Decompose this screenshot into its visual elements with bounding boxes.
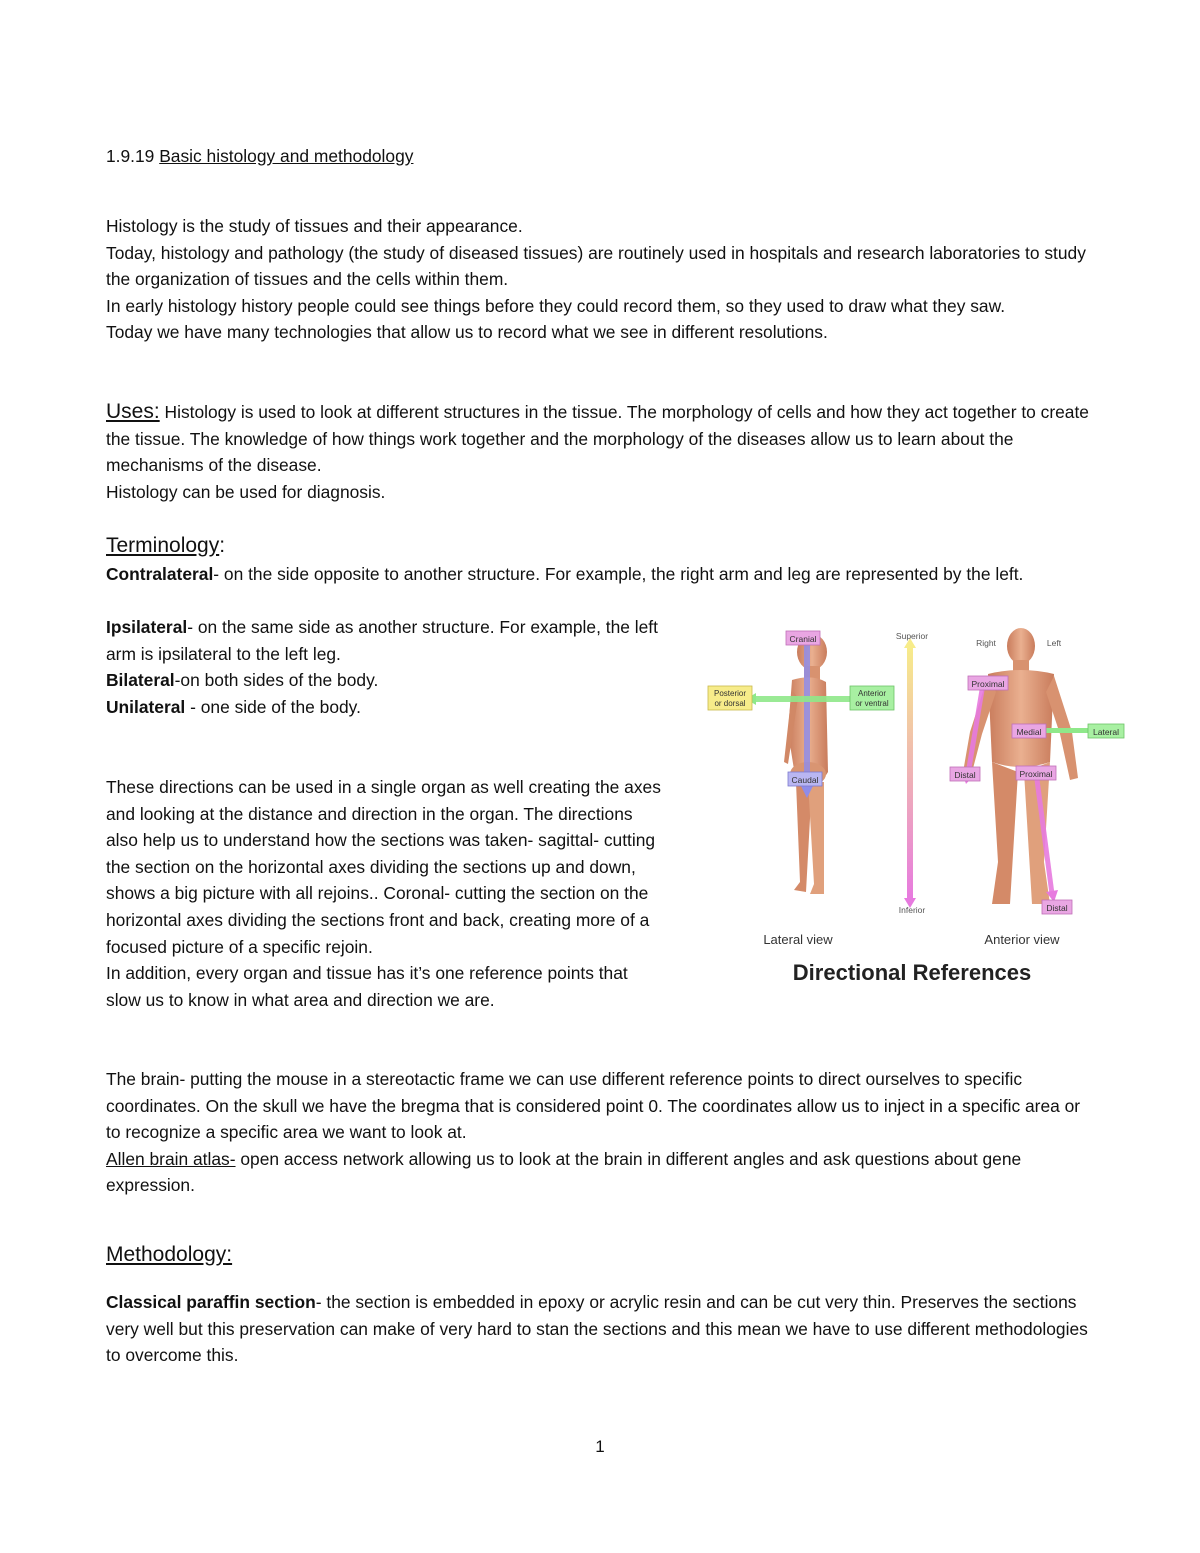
directional-references-figure bbox=[700, 622, 1130, 992]
label-medial bbox=[1012, 724, 1046, 738]
svg-text:Cranial: Cranial bbox=[789, 634, 817, 644]
uses-diagnosis: Histology can be used for diagnosis. bbox=[106, 481, 386, 502]
paraffin-paragraph: Classical paraffin section- the section is embedded in epoxy or acrylic resin and can be cut very thin. Preserves the sections very well but this preservation can make of very hard to stan the sections and this mean we have to use different methodologies to overcome this. bbox=[106, 1292, 1088, 1366]
label-distal-leg bbox=[1042, 900, 1072, 914]
allen-brain-atlas-link[interactable]: Allen brain atlas- bbox=[106, 1148, 236, 1169]
term-bilateral: Bilateral-on both sides of the body. bbox=[106, 670, 379, 691]
term-unilateral: Unilateral - one side of the body. bbox=[106, 696, 361, 717]
intro-line: In early histology history people could see things before they could record them, so they used to draw what they saw. bbox=[106, 295, 1006, 316]
intro-line: Histology is the study of tissues and their appearance. bbox=[106, 216, 523, 236]
label-superior: Superior bbox=[895, 631, 929, 641]
lateral-view-caption: Lateral view bbox=[763, 932, 833, 947]
svg-text:or ventral: or ventral bbox=[855, 699, 889, 708]
intro-section bbox=[106, 213, 1096, 346]
svg-text:Medial: Medial bbox=[1016, 727, 1042, 737]
terminology-heading: Terminology: bbox=[106, 534, 226, 557]
directional-references-diagram bbox=[700, 622, 1130, 992]
svg-text:Distal: Distal bbox=[1046, 903, 1068, 913]
svg-text:Proximal: Proximal bbox=[1019, 769, 1053, 779]
label-lateral bbox=[1088, 724, 1124, 738]
figure-caption: Directional References bbox=[792, 960, 1032, 985]
intro-line: Today, histology and pathology (the study of diseased tissues) are routinely used in hospitals and research laboratories to study the organization of tissues and the cells within them. bbox=[106, 242, 1086, 290]
title-date: 1.9.19 bbox=[106, 146, 155, 166]
directions-section bbox=[106, 774, 666, 1013]
brain-paragraph: The brain- putting the mouse in a stereotactic frame we can use different reference points to direct ourselves to specific coordinates. On the skull we have the bregma that is considered point 0. The coordinates allow us to inject in a specific area or to recognize a specific area we want to look at. bbox=[106, 1069, 1081, 1143]
methodology-heading: Methodology: bbox=[106, 1243, 233, 1266]
page-title bbox=[106, 143, 1096, 170]
label-posterior bbox=[708, 686, 752, 710]
label-left: Left bbox=[1046, 638, 1062, 648]
uses-paragraph bbox=[106, 399, 1096, 479]
brain-section bbox=[106, 1066, 1096, 1199]
intro-line: Today we have many technologies that allow us to record what we see in different resolutions. bbox=[106, 322, 828, 343]
directions-paragraph: These directions can be used in a single organ as well creating the axes and looking at the distance and direction in the organ. The directions also help us to understand how the sections was taken- sagittal- cutting the section on the horizontal axes dividing the sections up and down, shows a big picture with all rejoins.. Coronal- cutting the section on the horizontal axes dividing the sections front and back, creating more of a focused picture of a specific rejoin. bbox=[106, 777, 661, 957]
svg-text:Proximal: Proximal bbox=[971, 679, 1005, 689]
label-inferior: Inferior bbox=[898, 905, 926, 915]
svg-text:Posterior: Posterior bbox=[713, 689, 747, 698]
svg-text:or dorsal: or dorsal bbox=[714, 699, 746, 708]
svg-text:Caudal: Caudal bbox=[791, 775, 819, 785]
anterior-view-caption: Anterior view bbox=[984, 932, 1060, 947]
term-contralateral: Contralateral- on the side opposite to another structure. For example, the right arm and leg are represented by the left. bbox=[106, 564, 1024, 584]
reference-paragraph: In addition, every organ and tissue has it’s one reference points that slow us to know in what area and direction we are. bbox=[106, 963, 628, 1010]
svg-text:Distal: Distal bbox=[954, 770, 976, 780]
uses-text: Histology is used to look at different structures in the tissue. The morphology of cells and how they act together to create the tissue. The knowledge of how things work together and the morphology of the diseases allow us to learn about the mechanisms of the disease. bbox=[106, 402, 1089, 476]
label-proximal-arm bbox=[968, 676, 1008, 690]
svg-text:Anterior: Anterior bbox=[857, 689, 887, 698]
label-distal-arm bbox=[950, 767, 980, 781]
label-caudal bbox=[788, 772, 822, 786]
uses-section bbox=[106, 399, 1096, 505]
label-cranial bbox=[786, 631, 820, 645]
label-proximal-leg bbox=[1016, 766, 1056, 780]
page-number: 1 bbox=[595, 1437, 605, 1456]
label-anterior bbox=[850, 686, 894, 710]
title-text: Basic histology and methodology bbox=[159, 146, 414, 166]
term-ipsilateral: Ipsilateral- on the same side as another structure. For example, the left arm is ipsilateral to the left leg. bbox=[106, 617, 658, 664]
uses-heading: Uses: bbox=[106, 400, 160, 423]
allen-paragraph: Allen brain atlas- open access network allowing us to look at the brain in different angles and ask questions about gene expression. bbox=[106, 1148, 1022, 1196]
label-right: Right bbox=[976, 638, 996, 648]
terms-left-column bbox=[106, 614, 666, 720]
svg-text:Lateral: Lateral bbox=[1093, 727, 1119, 737]
